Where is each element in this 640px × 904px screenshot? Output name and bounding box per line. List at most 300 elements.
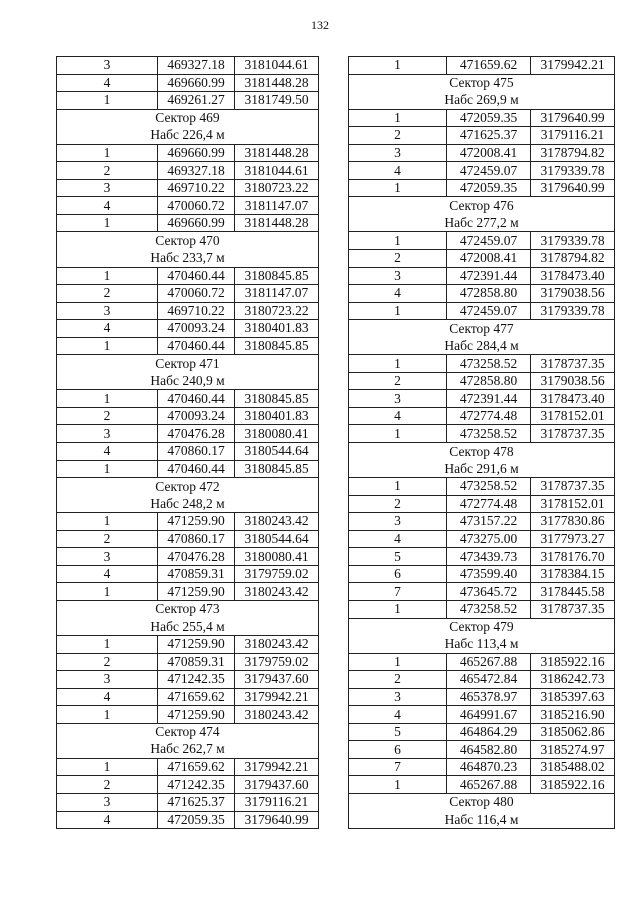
x-coordinate: 464864.29 [447,723,531,741]
sector-nabs-row [349,337,615,355]
y-coordinate: 3177830.86 [531,513,615,531]
sector-header-row [349,74,615,92]
point-number: 1 [57,214,158,232]
coordinate-row [57,548,319,566]
coordinate-row [349,162,615,180]
x-coordinate: 469327.18 [158,57,235,75]
point-number: 1 [57,513,158,531]
y-coordinate: 3179759.02 [235,653,319,671]
sector-header-row [349,443,615,461]
x-coordinate: 473258.52 [447,425,531,443]
sector-title: Сектор 475 [349,74,615,92]
coordinate-row [57,74,319,92]
y-coordinate: 3181044.61 [235,162,319,180]
x-coordinate: 464991.67 [447,706,531,724]
y-coordinate: 3178737.35 [531,600,615,618]
x-coordinate: 465378.97 [447,688,531,706]
x-coordinate: 470460.44 [158,337,235,355]
sector-title: Сектор 469 [57,109,319,127]
right-coordinates-table [348,56,615,829]
sector-nabs: Набс 113,4 м [349,636,615,654]
y-coordinate: 3179038.56 [531,372,615,390]
point-number: 1 [349,302,447,320]
x-coordinate: 473258.52 [447,355,531,373]
point-number: 1 [57,460,158,478]
coordinate-row [57,706,319,724]
x-coordinate: 472008.41 [447,144,531,162]
x-coordinate: 471259.90 [158,583,235,601]
y-coordinate: 3181448.28 [235,144,319,162]
sector-nabs: Набс 240,9 м [57,372,319,390]
sector-nabs-row [349,214,615,232]
point-number: 3 [57,671,158,689]
y-coordinate: 3180243.42 [235,706,319,724]
y-coordinate: 3180080.41 [235,548,319,566]
point-number: 2 [57,162,158,180]
coordinate-row [57,214,319,232]
point-number: 4 [349,285,447,303]
coordinate-row [57,337,319,355]
point-number: 1 [57,92,158,110]
point-number: 4 [57,74,158,92]
coordinate-row [349,390,615,408]
y-coordinate: 3181448.28 [235,214,319,232]
point-number: 6 [349,565,447,583]
y-coordinate: 3178737.35 [531,355,615,373]
sector-title: Сектор 478 [349,443,615,461]
sector-header-row [57,600,319,618]
coordinate-row [349,302,615,320]
x-coordinate: 465267.88 [447,776,531,794]
x-coordinate: 471625.37 [447,127,531,145]
coordinate-row [349,425,615,443]
point-number: 1 [349,478,447,496]
y-coordinate: 3179942.21 [235,758,319,776]
point-number: 2 [57,776,158,794]
coordinate-row [57,390,319,408]
y-coordinate: 3178176.70 [531,548,615,566]
point-number: 2 [57,407,158,425]
y-coordinate: 3179942.21 [531,57,615,75]
sector-title: Сектор 473 [57,600,319,618]
point-number: 1 [57,267,158,285]
sector-nabs-row [57,250,319,268]
x-coordinate: 470860.17 [158,530,235,548]
y-coordinate: 3185216.90 [531,706,615,724]
coordinate-row [349,688,615,706]
point-number: 1 [349,425,447,443]
sector-header-row [349,793,615,811]
coordinate-row [349,109,615,127]
point-number: 2 [57,653,158,671]
coordinate-row [57,758,319,776]
coordinate-row [57,407,319,425]
coordinate-row [57,57,319,75]
sector-nabs: Набс 226,4 м [57,127,319,145]
x-coordinate: 465267.88 [447,653,531,671]
x-coordinate: 469660.99 [158,74,235,92]
point-number: 2 [349,671,447,689]
coordinate-row [349,530,615,548]
coordinate-row [57,636,319,654]
x-coordinate: 469261.27 [158,92,235,110]
point-number: 3 [57,548,158,566]
point-number: 1 [57,337,158,355]
sector-nabs: Набс 255,4 м [57,618,319,636]
coordinate-row [349,127,615,145]
coordinate-row [57,302,319,320]
y-coordinate: 3180845.85 [235,337,319,355]
point-number: 4 [349,162,447,180]
y-coordinate: 3179038.56 [531,285,615,303]
y-coordinate: 3178794.82 [531,144,615,162]
coordinate-row [57,285,319,303]
x-coordinate: 469660.99 [158,214,235,232]
coordinate-row [349,776,615,794]
sector-nabs: Набс 291,6 м [349,460,615,478]
coordinate-row [349,513,615,531]
x-coordinate: 472774.48 [447,495,531,513]
coordinate-row [57,162,319,180]
y-coordinate: 3178152.01 [531,495,615,513]
y-coordinate: 3180243.42 [235,513,319,531]
x-coordinate: 472391.44 [447,390,531,408]
x-coordinate: 472858.80 [447,372,531,390]
y-coordinate: 3185922.16 [531,776,615,794]
point-number: 1 [349,776,447,794]
sector-title: Сектор 474 [57,723,319,741]
y-coordinate: 3178473.40 [531,267,615,285]
x-coordinate: 472459.07 [447,232,531,250]
y-coordinate: 3180401.83 [235,320,319,338]
point-number: 7 [349,583,447,601]
point-number: 1 [349,179,447,197]
x-coordinate: 470859.31 [158,565,235,583]
coordinate-row [349,407,615,425]
x-coordinate: 470460.44 [158,267,235,285]
y-coordinate: 3179437.60 [235,671,319,689]
y-coordinate: 3179339.78 [531,162,615,180]
point-number: 3 [349,390,447,408]
coordinate-row [57,513,319,531]
x-coordinate: 469327.18 [158,162,235,180]
sector-title: Сектор 479 [349,618,615,636]
x-coordinate: 472059.35 [158,811,235,829]
y-coordinate: 3179339.78 [531,232,615,250]
coordinate-row [349,723,615,741]
point-number: 6 [349,741,447,759]
y-coordinate: 3185274.97 [531,741,615,759]
y-coordinate: 3179640.99 [531,109,615,127]
x-coordinate: 473258.52 [447,478,531,496]
coordinate-row [349,706,615,724]
point-number: 4 [57,197,158,215]
point-number: 1 [349,109,447,127]
point-number: 5 [349,723,447,741]
coordinate-row [349,57,615,75]
sector-header-row [57,723,319,741]
y-coordinate: 3179116.21 [235,793,319,811]
x-coordinate: 472858.80 [447,285,531,303]
y-coordinate: 3178445.58 [531,583,615,601]
coordinate-row [57,671,319,689]
x-coordinate: 470860.17 [158,443,235,461]
coordinate-row [57,92,319,110]
point-number: 2 [57,530,158,548]
y-coordinate: 3178384.15 [531,565,615,583]
y-coordinate: 3179339.78 [531,302,615,320]
sector-nabs-row [57,127,319,145]
point-number: 4 [349,530,447,548]
point-number: 3 [57,57,158,75]
x-coordinate: 472059.35 [447,179,531,197]
sector-title: Сектор 472 [57,478,319,496]
sector-title: Сектор 471 [57,355,319,373]
point-number: 3 [349,688,447,706]
coordinate-row [57,197,319,215]
x-coordinate: 469660.99 [158,144,235,162]
coordinate-row [349,741,615,759]
point-number: 1 [349,653,447,671]
point-number: 4 [349,706,447,724]
point-number: 1 [349,600,447,618]
coordinate-row [349,495,615,513]
coordinate-row [57,425,319,443]
point-number: 1 [57,636,158,654]
x-coordinate: 473439.73 [447,548,531,566]
y-coordinate: 3180401.83 [235,407,319,425]
x-coordinate: 471659.62 [158,688,235,706]
x-coordinate: 470093.24 [158,320,235,338]
coordinate-row [349,267,615,285]
sector-nabs: Набс 233,7 м [57,250,319,268]
y-coordinate: 3181044.61 [235,57,319,75]
x-coordinate: 469710.22 [158,179,235,197]
point-number: 4 [57,565,158,583]
coordinate-row [349,671,615,689]
sector-header-row [349,320,615,338]
point-number: 7 [349,758,447,776]
point-number: 3 [57,425,158,443]
sector-nabs-row [57,618,319,636]
coordinate-row [349,144,615,162]
left-coordinates-table [56,56,319,829]
coordinate-row [349,179,615,197]
y-coordinate: 3179759.02 [235,565,319,583]
x-coordinate: 470859.31 [158,653,235,671]
x-coordinate: 472059.35 [447,109,531,127]
point-number: 1 [349,232,447,250]
x-coordinate: 471259.90 [158,636,235,654]
sector-header-row [57,355,319,373]
y-coordinate: 3180243.42 [235,583,319,601]
coordinate-row [57,793,319,811]
x-coordinate: 473645.72 [447,583,531,601]
y-coordinate: 3180243.42 [235,636,319,654]
point-number: 2 [57,285,158,303]
y-coordinate: 3180723.22 [235,302,319,320]
point-number: 3 [349,513,447,531]
coordinate-row [349,758,615,776]
sector-nabs: Набс 284,4 м [349,337,615,355]
sector-nabs-row [349,92,615,110]
y-coordinate: 3185397.63 [531,688,615,706]
page-number: 132 [311,18,329,32]
point-number: 1 [349,355,447,373]
point-number: 1 [57,583,158,601]
coordinate-row [349,583,615,601]
sector-header-row [57,109,319,127]
point-number: 5 [349,548,447,566]
coordinate-row [349,600,615,618]
point-number: 4 [57,811,158,829]
y-coordinate: 3180723.22 [235,179,319,197]
x-coordinate: 473275.00 [447,530,531,548]
point-number: 1 [57,144,158,162]
coordinate-row [57,179,319,197]
x-coordinate: 473258.52 [447,600,531,618]
x-coordinate: 471659.62 [447,57,531,75]
point-number: 3 [57,793,158,811]
y-coordinate: 3179942.21 [235,688,319,706]
y-coordinate: 3185488.02 [531,758,615,776]
coordinate-row [349,355,615,373]
x-coordinate: 470093.24 [158,407,235,425]
sector-nabs: Набс 262,7 м [57,741,319,759]
point-number: 1 [57,758,158,776]
x-coordinate: 473599.40 [447,565,531,583]
coordinate-row [349,478,615,496]
point-number: 3 [349,144,447,162]
y-coordinate: 3181147.07 [235,197,319,215]
coordinate-row [349,372,615,390]
x-coordinate: 471259.90 [158,513,235,531]
point-number: 2 [349,127,447,145]
coordinate-row [349,285,615,303]
point-number: 1 [57,706,158,724]
sector-title: Сектор 480 [349,793,615,811]
x-coordinate: 464870.23 [447,758,531,776]
x-coordinate: 471242.35 [158,671,235,689]
point-number: 4 [57,688,158,706]
coordinate-row [57,565,319,583]
y-coordinate: 3178737.35 [531,425,615,443]
x-coordinate: 470476.28 [158,548,235,566]
sector-header-row [57,478,319,496]
point-number: 1 [57,390,158,408]
y-coordinate: 3179437.60 [235,776,319,794]
x-coordinate: 471659.62 [158,758,235,776]
sector-nabs-row [57,741,319,759]
coordinate-row [57,460,319,478]
x-coordinate: 464582.80 [447,741,531,759]
sector-title: Сектор 470 [57,232,319,250]
sector-nabs: Набс 116,4 м [349,811,615,829]
x-coordinate: 472008.41 [447,250,531,268]
coordinate-row [349,653,615,671]
point-number: 4 [349,407,447,425]
sector-nabs-row [349,460,615,478]
point-number: 2 [349,495,447,513]
sector-nabs: Набс 277,2 м [349,214,615,232]
sector-nabs: Набс 269,9 м [349,92,615,110]
y-coordinate: 3179640.99 [531,179,615,197]
y-coordinate: 3178152.01 [531,407,615,425]
x-coordinate: 470060.72 [158,285,235,303]
point-number: 2 [349,250,447,268]
sector-header-row [349,197,615,215]
point-number: 4 [57,320,158,338]
x-coordinate: 472459.07 [447,302,531,320]
y-coordinate: 3185062.86 [531,723,615,741]
point-number: 3 [349,267,447,285]
coordinate-row [57,688,319,706]
y-coordinate: 3179116.21 [531,127,615,145]
point-number: 3 [57,179,158,197]
sector-nabs-row [349,636,615,654]
x-coordinate: 473157.22 [447,513,531,531]
point-number: 3 [57,302,158,320]
right-table-body [349,57,615,829]
coordinate-row [349,250,615,268]
y-coordinate: 3180544.64 [235,530,319,548]
y-coordinate: 3178737.35 [531,478,615,496]
point-number: 2 [349,372,447,390]
x-coordinate: 465472.84 [447,671,531,689]
y-coordinate: 3178473.40 [531,390,615,408]
sector-nabs: Набс 248,2 м [57,495,319,513]
left-table-body [57,57,319,829]
coordinate-row [57,811,319,829]
sector-nabs-row [57,495,319,513]
sector-nabs-row [349,811,615,829]
coordinate-row [57,443,319,461]
coordinate-row [57,267,319,285]
y-coordinate: 3180845.85 [235,460,319,478]
y-coordinate: 3177973.27 [531,530,615,548]
x-coordinate: 470460.44 [158,390,235,408]
coordinate-row [57,776,319,794]
y-coordinate: 3181749.50 [235,92,319,110]
sector-nabs-row [57,372,319,390]
y-coordinate: 3186242.73 [531,671,615,689]
x-coordinate: 471259.90 [158,706,235,724]
coordinate-row [57,583,319,601]
y-coordinate: 3180845.85 [235,267,319,285]
y-coordinate: 3180845.85 [235,390,319,408]
y-coordinate: 3181147.07 [235,285,319,303]
y-coordinate: 3181448.28 [235,74,319,92]
y-coordinate: 3180080.41 [235,425,319,443]
sector-header-row [57,232,319,250]
y-coordinate: 3178794.82 [531,250,615,268]
x-coordinate: 470476.28 [158,425,235,443]
point-number: 1 [349,57,447,75]
x-coordinate: 472459.07 [447,162,531,180]
y-coordinate: 3179640.99 [235,811,319,829]
x-coordinate: 470460.44 [158,460,235,478]
coordinate-row [349,232,615,250]
sector-header-row [349,618,615,636]
x-coordinate: 471242.35 [158,776,235,794]
coordinate-row [349,565,615,583]
x-coordinate: 470060.72 [158,197,235,215]
coordinate-row [57,653,319,671]
coordinate-row [57,320,319,338]
sector-title: Сектор 476 [349,197,615,215]
sector-title: Сектор 477 [349,320,615,338]
x-coordinate: 471625.37 [158,793,235,811]
